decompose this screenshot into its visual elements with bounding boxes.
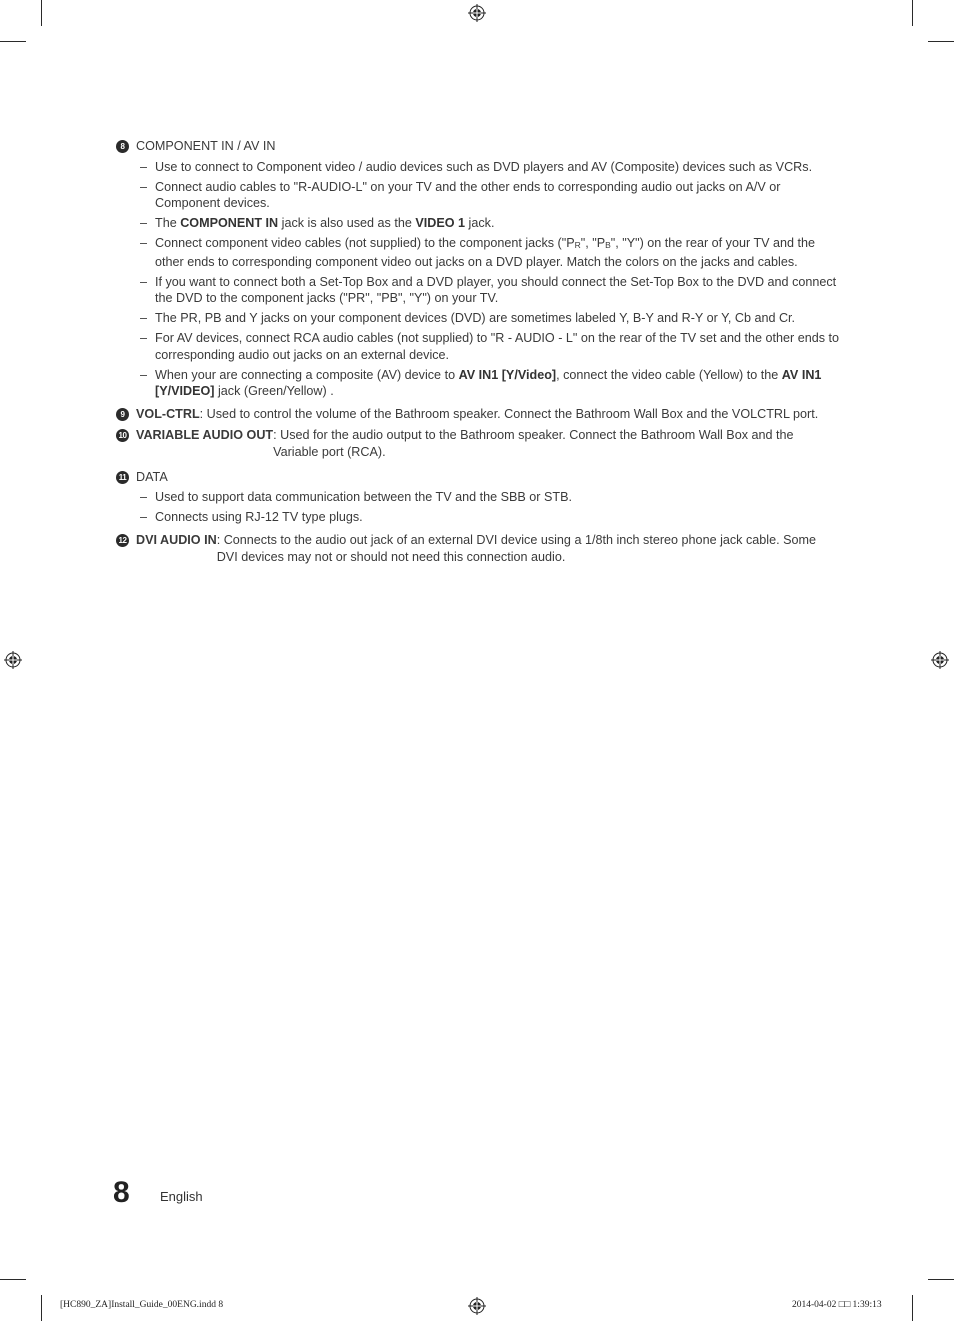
- dash-bullet: –: [140, 159, 148, 174]
- dash-bullet: –: [140, 235, 148, 250]
- item-text: Use to connect to Component video / audio devices such as DVD players and AV (Composite) devices such as VCRs.: [155, 159, 813, 174]
- item-text: jack is also used as the: [278, 216, 416, 231]
- section-number-badge: 9: [116, 408, 129, 421]
- bold-term: VIDEO 1: [415, 216, 466, 231]
- item-text: When your are connecting a composite (AV) device to: [155, 367, 459, 382]
- section-term: DVI AUDIO IN: [136, 532, 217, 547]
- crop-mark: [41, 1295, 42, 1321]
- section-number-badge: 10: [116, 429, 129, 442]
- subscript-text: R: [574, 239, 581, 250]
- bullet-list: [116, 489, 840, 526]
- item-text: The PR, PB and Y jacks on your component devices (DVD) are sometimes labeled Y, B-Y and R-Y or Y, Cb and Cr.: [155, 311, 796, 326]
- item-text: jack (Green/Yellow) .: [214, 384, 334, 399]
- crop-mark: [0, 41, 26, 42]
- dash-bullet: –: [140, 510, 148, 525]
- page-language: English: [160, 1189, 203, 1204]
- item-text: Connect audio cables to "R-AUDIO-L" on your TV and the other ends to corresponding audio out jacks on A/V or Component devices.: [155, 179, 781, 211]
- page-content: [116, 138, 840, 570]
- section-term: VOL-CTRL: [136, 407, 200, 422]
- section-title: COMPONENT IN / AV IN: [136, 139, 276, 153]
- item-text: ", "Y") on the rear of your TV and the other ends to corresponding component video out jacks on a DVD player. Match the colors on the jacks and cables.: [155, 235, 816, 269]
- bold-term: AV IN1 [Y/VIDEO]: [155, 367, 822, 399]
- list-item: [134, 330, 840, 364]
- dash-bullet: –: [140, 490, 148, 505]
- list-item: [134, 235, 840, 271]
- section-data: [116, 469, 840, 486]
- bold-term: AV IN1 [Y/Video]: [458, 367, 557, 382]
- section-description: : Used to control the volume of the Bathroom speaker. Connect the Bathroom Wall Box and the VOLCTRL port.: [199, 407, 819, 422]
- slug-timestamp: 2014-04-02 □□ 1:39:13: [792, 1300, 882, 1310]
- crop-mark: [912, 0, 913, 26]
- section-number-badge: 11: [116, 471, 129, 484]
- section-component-in: [116, 138, 840, 155]
- section-number-badge: 8: [116, 140, 129, 153]
- slug-filename: [HC890_ZA]Install_Guide_00ENG.indd 8: [60, 1300, 224, 1310]
- section-term: VARIABLE AUDIO OUT: [136, 427, 274, 442]
- dash-bullet: –: [140, 179, 148, 194]
- list-item: [134, 215, 840, 232]
- item-text: jack.: [465, 216, 495, 231]
- section-description: : Used for the audio output to the Bathroom speaker. Connect the Bathroom Wall Box and the Variable port (RCA).: [273, 427, 794, 459]
- list-item: [134, 367, 840, 401]
- registration-mark-icon: [4, 651, 22, 669]
- item-text: The: [155, 216, 181, 231]
- section-variable-audio-out: [116, 427, 840, 461]
- crop-mark: [41, 0, 42, 26]
- section-description: : Connects to the audio out jack of an external DVI device using a 1/8th inch stereo phone jack cable. Some DVI devices may not or should not need this connection audio.: [216, 532, 816, 564]
- list-item: [134, 489, 840, 506]
- registration-mark-icon: [468, 1297, 486, 1315]
- list-item: [134, 509, 840, 526]
- list-item: [134, 310, 840, 327]
- section-title: DATA: [136, 469, 168, 484]
- bullet-list: [116, 159, 840, 400]
- item-text: ", "P: [580, 235, 606, 250]
- list-item: [134, 179, 840, 213]
- registration-mark-icon: [931, 651, 949, 669]
- crop-mark: [912, 1295, 913, 1321]
- crop-mark: [0, 1279, 26, 1280]
- dash-bullet: –: [140, 311, 148, 326]
- item-text: Used to support data communication between the TV and the SBB or STB.: [155, 490, 572, 505]
- dash-bullet: –: [140, 367, 148, 382]
- section-number-badge: 12: [116, 534, 129, 547]
- registration-mark-icon: [468, 4, 486, 22]
- item-text: Connect component video cables (not supplied) to the component jacks ("P: [155, 235, 575, 250]
- bold-term: COMPONENT IN: [180, 216, 279, 231]
- subscript-text: B: [605, 239, 611, 250]
- section-dvi-audio-in: [116, 532, 840, 566]
- crop-mark: [928, 1279, 954, 1280]
- section-vol-ctrl: [116, 406, 840, 423]
- item-text: If you want to connect both a Set-Top Box and a DVD player, you should connect the Set-Top Box to the DVD and connect the DVD to the component jacks ("PR", "PB", "Y") on your TV.: [155, 274, 837, 306]
- crop-mark: [928, 41, 954, 42]
- list-item: [134, 274, 840, 308]
- item-text: Connects using RJ-12 TV type plugs.: [155, 510, 363, 525]
- item-text: For AV devices, connect RCA audio cables (not supplied) to "R - AUDIO - L" on the rear of the TV set and the other ends to corresponding audio out jacks on an external device.: [155, 330, 840, 362]
- item-text: , connect the video cable (Yellow) to the: [556, 367, 782, 382]
- dash-bullet: –: [140, 330, 148, 345]
- dash-bullet: –: [140, 216, 148, 231]
- list-item: [134, 159, 840, 176]
- page-number: 8: [113, 1176, 130, 1209]
- dash-bullet: –: [140, 274, 148, 289]
